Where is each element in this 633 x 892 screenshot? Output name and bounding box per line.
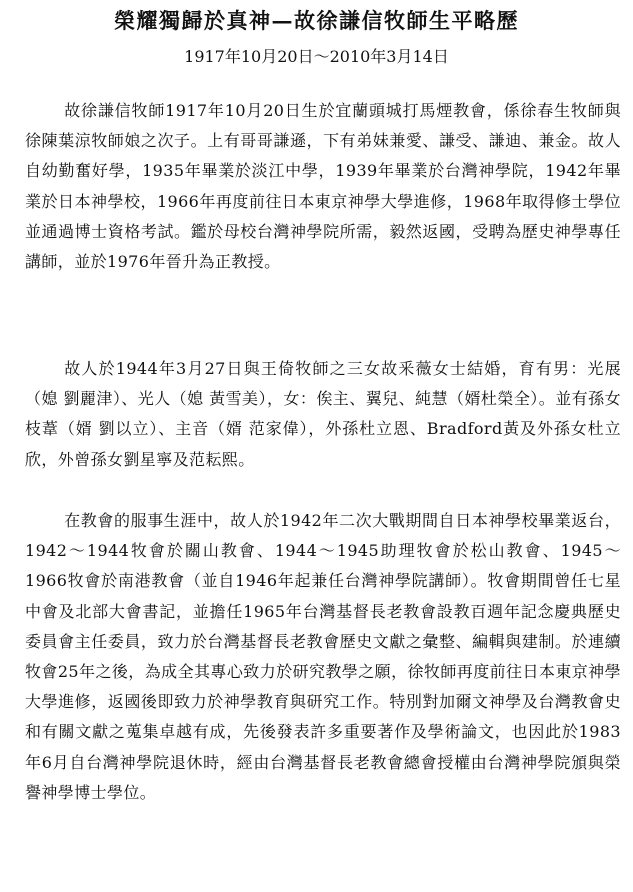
paragraph-ministry: 在教會的服事生涯中，故人於1942年二次大戰期間自日本神學校畢業返台，1942～1944牧會於關山教會、1944～1945助理牧會於松山教會、1945～1966牧會於南港教會（並自1946年起兼任台灣神學院講師）。牧會期間曾任七星中會及北部大會書記，並擔任1965年台灣基督長老教會設教百週年記念慶典歷史委員會主任委員，致力於台灣基督長老教會歷史文獻之彙整、編輯與建制。於連續牧會25年之後，為成全其專心致力於研究教學之願，徐牧師再度前往日本東京神學大學進修，返國後即致力於神學教育與研究工作。特別對加爾文神學及台灣教會史和有關文獻之蒐集卓越有成，先後發表許多重要著作及學術論文，也因此於1983年6月自台灣神學院退休時，經由台灣基督長老教會總會授權由台灣神學院頒與榮譽神學博士學位。	[25, 511, 621, 802]
document-title: 榮耀獨歸於真神—故徐謙信牧師生平略歷	[114, 8, 519, 33]
paragraph-early-life: 故徐謙信牧師1917年10月20日生於宜蘭頭城打馬煙教會，係徐春生牧師與徐陳葉涼牧師娘之次子。上有哥哥謙遜，下有弟妹兼愛、謙受、謙迪、兼金。故人自幼勤奮好學，1935年畢業於淡江中學，1939年畢業於台灣神學院，1942年畢業於日本神學校，1966年再度前往日本東京神學大學進修，1968年取得修士學位並通過博士資格考試。鑑於母校台灣神學院所需，毅然返國，受聘為歷史神學專任講師，並於1976年晉升為正教授。	[25, 101, 621, 272]
life-dates: 1917年10月20日～2010年3月14日	[184, 47, 449, 66]
paragraph-family: 故人於1944年3月27日與王倚牧師之三女故釆薇女士結婚，育有男：光展（媳 劉麗津）、光人（媳 黃雪美），女：俟主、翼兒、純慧（婿杜榮全）。並有孫女枝葦（婿 劉以立）、主音（婿 范家偉），外孫杜立恩、Bradford黃及外孫女杜立欣，外曾孫女劉星寧及范耘熙。	[25, 359, 621, 469]
